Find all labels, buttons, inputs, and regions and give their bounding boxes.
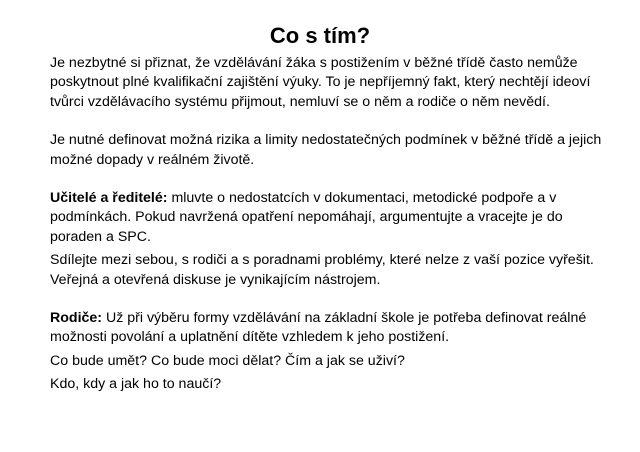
slide-title: Co s tím?: [269, 23, 371, 48]
paragraph-teachers: [50, 189, 610, 247]
paragraph-share: Sdílejte mezi sebou, s rodiči a s poradnami problémy, které nelze z vaší pozice vyřešit. Veřejná a otevřená diskuse je vynikajícím nástrojem.: [50, 252, 594, 288]
parents-lead: Rodiče:: [50, 310, 103, 327]
paragraph-parents: [50, 309, 610, 348]
paragraph-define-risks: Je nutné definovat možná rizika a limity nedostatečných podmínek v běžné třídě a jejich možné dopady v reálném životě.: [50, 132, 602, 168]
teachers-text: mluvte o nedostatcích v dokumentaci, metodické podpoře a v podmínkách. Pokud navržená opatření nepomáhají, argumentujte a vracejte je do poraden a SPC.: [50, 190, 563, 245]
teachers-lead: Učitelé a ředitelé:: [50, 190, 168, 207]
paragraph-questions-1: Co bude umět? Co bude moci dělat? Čím a jak se uživí?: [50, 352, 405, 369]
parents-text: Už při výběru formy vzdělávání na základní škole je potřeba definovat reálné možnosti povolání a uplatnění dítěte vzhledem k jeho postižení.: [50, 310, 587, 346]
slide-body: [50, 54, 610, 395]
paragraph-admission: Je nezbytné si přiznat, že vzdělávání žáka s postižením v běžné třídě často nemůže poskytnout plné kvalifikační zajištění výuky. To je nepříjemný fakt, který nechtějí ideoví tvůrci vzdělávacího systému přijmout, nemluví se o něm a rodiče o něm nevědí.: [50, 55, 591, 110]
paragraph-questions-2: Kdo, kdy a jak ho to naučí?: [50, 376, 222, 393]
